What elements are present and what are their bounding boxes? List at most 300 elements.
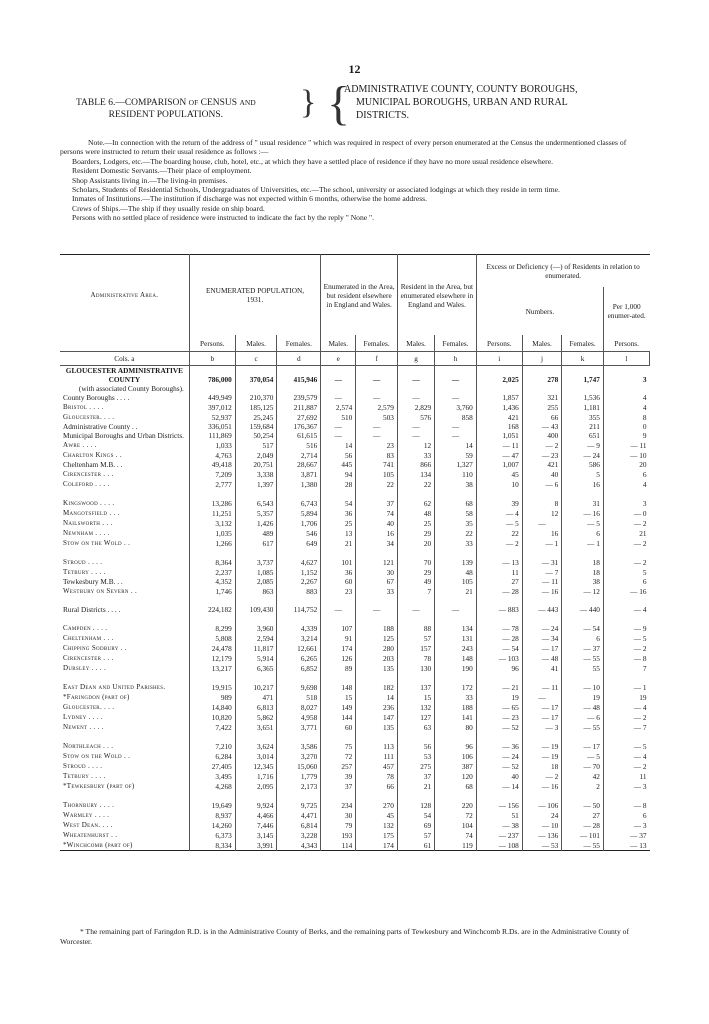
- cell-value: 1,436: [476, 402, 522, 412]
- area-name: [60, 712, 189, 722]
- cell-value: 220: [435, 800, 477, 810]
- cell-value: — 10: [562, 682, 604, 692]
- cell-value: — 9: [633, 623, 647, 633]
- cell-value: 2,173: [277, 781, 321, 791]
- cell-value: 40: [522, 469, 561, 479]
- cell-value: — 9: [562, 440, 604, 450]
- note-line: Resident Domestic Servants.—Their place of employment.: [72, 166, 252, 176]
- cell-value: 5,862: [235, 712, 277, 722]
- cell-value: 137: [397, 682, 434, 692]
- area-label: Northleach . . .: [63, 742, 114, 750]
- row-gap: [60, 732, 650, 741]
- table-title: [76, 97, 256, 121]
- area-name: [60, 653, 189, 663]
- cell-value: 91: [321, 633, 356, 643]
- cell-value: 741: [356, 460, 398, 469]
- cell-value: 6,743: [277, 498, 321, 508]
- cell-value: 8,937: [189, 810, 235, 820]
- cell-value: — 55: [562, 653, 604, 663]
- cell-value: 72: [321, 751, 356, 761]
- table-row: [60, 682, 650, 692]
- cell-value: 16: [562, 479, 604, 489]
- cell-value: 75: [321, 741, 356, 751]
- cell-value: 1,397: [235, 479, 277, 489]
- cell-value: 120: [435, 771, 477, 781]
- cell-value: 132: [356, 820, 398, 830]
- footnote: * The remaining part of Faringdon R.D. is in the Administrative County of Berks, and the remaining parts of Tewkesbury and Winchcomb R.Ds. are in the Administrative County of Worcester.: [60, 927, 629, 946]
- cell-value: 14: [356, 692, 398, 702]
- hdr-females: Females.: [435, 335, 477, 352]
- subtitle-line: DISTRICTS.: [356, 110, 410, 121]
- table-body: [60, 352, 650, 851]
- cell-value: 1,152: [277, 567, 321, 577]
- cell-value: 23: [321, 586, 356, 596]
- cell-value: 78: [356, 771, 398, 781]
- cell-value: 210,370: [235, 393, 277, 402]
- area-name: [60, 450, 189, 460]
- cell-value: 39: [321, 771, 356, 781]
- cell-value: 50,254: [235, 431, 277, 440]
- cell-value: 489: [235, 528, 277, 538]
- area-name: [60, 412, 189, 422]
- cell-value: 110: [435, 469, 477, 479]
- table-row: [60, 722, 650, 732]
- cell-value: —: [356, 431, 398, 440]
- cell-value: 6: [642, 810, 647, 820]
- cell-value: 48: [435, 567, 477, 577]
- cell-value: 400: [522, 431, 561, 440]
- cell-value: 141: [435, 712, 477, 722]
- cell-value: 25: [397, 518, 434, 528]
- cell-value: 786,000: [189, 366, 235, 394]
- cell-value: — 1: [562, 538, 604, 548]
- cell-value: 8,299: [189, 623, 235, 633]
- area-label: Cheltenham . . .: [63, 634, 114, 642]
- cell-value: — 52: [476, 761, 522, 771]
- cell-value: 111,869: [189, 431, 235, 440]
- cell-value: — 19: [522, 751, 561, 761]
- cell-value: 1,746: [189, 586, 235, 596]
- header-excess: Excess or Deficiency (—) of Residents in relation to enumerated.: [476, 255, 649, 288]
- cell-value: 12,661: [277, 643, 321, 653]
- cell-value: 415,946: [277, 366, 321, 394]
- cell-value: — 4: [633, 605, 647, 614]
- cell-value: 68: [435, 781, 477, 791]
- table-row: [60, 498, 650, 508]
- cell-value: — 13: [630, 840, 647, 850]
- cell-value: 2,095: [235, 781, 277, 791]
- cell-value: — 6: [562, 712, 604, 722]
- cell-value: 119: [435, 840, 477, 851]
- area-label: Stroud . . . .: [63, 762, 103, 770]
- cell-value: — 2: [633, 538, 647, 548]
- cell-value: 40: [356, 518, 398, 528]
- cell-value: 1,536: [562, 393, 604, 402]
- cell-value: 10: [476, 479, 522, 489]
- area-name: [60, 567, 189, 577]
- table-subtitle: [344, 83, 644, 122]
- cell-value: — 55: [562, 840, 604, 851]
- cell-value: — 3: [522, 722, 561, 732]
- table-row: [60, 422, 650, 431]
- cell-value: 989: [189, 692, 235, 702]
- cell-value: 89: [321, 663, 356, 673]
- cell-value: 4,466: [235, 810, 277, 820]
- area-label: Lydney . . . .: [63, 713, 103, 721]
- cell-value: 863: [235, 586, 277, 596]
- cell-value: 1,051: [476, 431, 522, 440]
- area-name: [60, 538, 189, 548]
- area-label: Stroud . . . .: [63, 558, 103, 566]
- table-row: [60, 653, 650, 663]
- cell-value: 576: [397, 412, 434, 422]
- cell-value: — 53: [522, 840, 561, 851]
- column-letter: l: [603, 352, 649, 366]
- area-name: [60, 643, 189, 653]
- cell-value: — 8: [633, 653, 647, 663]
- hdr-males: Males.: [522, 335, 561, 352]
- cell-value: — 28: [476, 586, 522, 596]
- cell-value: — 16: [562, 508, 604, 518]
- cell-value: — 5: [633, 741, 647, 751]
- header-enumerated: [189, 255, 320, 336]
- area-name: [60, 682, 189, 692]
- cell-value: 148: [435, 653, 477, 663]
- header-numbers: Numbers.: [476, 287, 603, 335]
- cell-value: — 883: [476, 605, 522, 614]
- area-name: [60, 771, 189, 781]
- table-row: [60, 460, 650, 469]
- cell-value: 193: [321, 830, 356, 840]
- cell-value: 6: [642, 577, 647, 586]
- cell-value: 8,364: [189, 557, 235, 567]
- cell-value: 6,284: [189, 751, 235, 761]
- cell-value: 21: [321, 538, 356, 548]
- cell-value: 1,035: [189, 528, 235, 538]
- cell-value: 4: [642, 393, 647, 402]
- cell-value: 18: [562, 557, 604, 567]
- area-label: Rural Districts . . . .: [63, 605, 121, 614]
- table-row: [60, 751, 650, 761]
- cell-value: 127: [397, 712, 434, 722]
- note-line: Boarders, Lodgers, etc.—The boarding house, club, hotel, etc., at which they have a settled place of residence if they have no more usual residence elsewhere.: [72, 156, 553, 166]
- area-name: [60, 479, 189, 489]
- cell-value: — 11: [630, 440, 647, 450]
- column-letter: d: [277, 352, 321, 366]
- cell-value: — 48: [562, 702, 604, 712]
- cell-value: 121: [356, 557, 398, 567]
- column-letter: j: [522, 352, 561, 366]
- hdr-persons: Persons.: [603, 335, 649, 352]
- hdr-males: Males.: [321, 335, 356, 352]
- area-label: Coleford . . . .: [63, 480, 110, 488]
- cell-value: 1,033: [189, 440, 235, 450]
- cell-value: — 17: [522, 712, 561, 722]
- cell-value: 21: [397, 781, 434, 791]
- column-letter: c: [235, 352, 277, 366]
- cell-value: — 28: [562, 820, 604, 830]
- cell-value: —: [397, 431, 434, 440]
- cell-value: — 13: [476, 557, 522, 567]
- hdr-males: Males.: [235, 335, 277, 352]
- cell-value: 280: [356, 643, 398, 653]
- cell-value: — 5: [562, 751, 604, 761]
- cell-value: — 237: [476, 830, 522, 840]
- brace-left: {: [327, 77, 351, 130]
- cell-value: 39: [476, 498, 522, 508]
- cell-value: — 12: [562, 586, 604, 596]
- cell-value: 14,260: [189, 820, 235, 830]
- cell-value: — 2: [522, 440, 561, 450]
- cell-value: 18: [562, 567, 604, 577]
- cell-value: — 2: [633, 518, 647, 528]
- area-label: Kingswood . . . .: [63, 499, 115, 507]
- row-gap: [60, 673, 650, 682]
- cell-value: — 11: [476, 440, 522, 450]
- cell-value: 1,181: [562, 402, 604, 412]
- cell-value: 51: [476, 810, 522, 820]
- cell-value: 53: [397, 751, 434, 761]
- cell-value: — 37: [562, 643, 604, 653]
- cell-value: — 14: [476, 781, 522, 791]
- cell-value: 23: [356, 440, 398, 450]
- note-intro: Note.—In connection with the return of the address of " usual residence " which was required in respect of every person enumerated at the Census the undermentioned classes of persons were instructed to return their usual residence as follows :—: [60, 138, 627, 157]
- cell-value: 6,265: [277, 653, 321, 663]
- cell-value: 858: [435, 412, 477, 422]
- table-row: [60, 605, 650, 614]
- cell-value: 5: [642, 567, 647, 577]
- cell-value: — 2: [633, 557, 647, 567]
- cell-value: 88: [397, 623, 434, 633]
- cell-value: — 136: [522, 830, 561, 840]
- cell-value: 3,737: [235, 557, 277, 567]
- cell-value: — 23: [476, 712, 522, 722]
- area-name: [60, 692, 189, 702]
- cell-value: 14: [435, 440, 477, 450]
- cell-value: 1,747: [562, 366, 604, 394]
- cell-value: 13,217: [189, 663, 235, 673]
- cell-value: 24,478: [189, 643, 235, 653]
- cell-value: 49,418: [189, 460, 235, 469]
- cell-value: 6,814: [277, 820, 321, 830]
- cell-value: 101: [321, 557, 356, 567]
- table-row: [60, 692, 650, 702]
- cell-value: 31: [562, 498, 604, 508]
- cell-value: 3,132: [189, 518, 235, 528]
- cell-value: 35: [435, 518, 477, 528]
- area-label: Stow on the Wold . .: [63, 752, 131, 760]
- cell-value: — 7: [633, 722, 647, 732]
- cell-value: 3,651: [235, 722, 277, 732]
- cell-value: — 54: [562, 623, 604, 633]
- area-label: *Faringdon (part of): [63, 693, 130, 701]
- row-gap: [60, 489, 650, 498]
- cell-value: —: [435, 366, 477, 394]
- cell-value: 6,852: [277, 663, 321, 673]
- table-row: [60, 586, 650, 596]
- cell-value: —: [321, 431, 356, 440]
- table-row: [60, 393, 650, 402]
- cell-value: 144: [321, 712, 356, 722]
- cell-value: 172: [435, 682, 477, 692]
- cell-value: 10,820: [189, 712, 235, 722]
- cell-value: —: [435, 422, 477, 431]
- cell-value: —: [397, 393, 434, 402]
- cell-value: 37: [321, 781, 356, 791]
- cell-value: 517: [235, 440, 277, 450]
- cell-value: — 2: [476, 538, 522, 548]
- area-name: [60, 623, 189, 633]
- cell-value: —: [321, 366, 356, 394]
- cell-value: 6: [642, 469, 647, 479]
- table-row: [60, 800, 650, 810]
- column-letter: Cols. a: [60, 352, 189, 366]
- cell-value: 421: [476, 412, 522, 422]
- column-letter: k: [562, 352, 604, 366]
- cell-value: 255: [522, 402, 561, 412]
- row-gap: [60, 548, 650, 557]
- cell-value: 182: [356, 682, 398, 692]
- cell-value: 7,209: [189, 469, 235, 479]
- area-label: East Dean and United Parishes.: [63, 683, 166, 691]
- cell-value: 57: [397, 633, 434, 643]
- cell-value: 157: [397, 643, 434, 653]
- cell-value: 49: [397, 577, 434, 586]
- cell-value: 28,667: [277, 460, 321, 469]
- cell-value: 3,338: [235, 469, 277, 479]
- hdr-females: Females.: [277, 335, 321, 352]
- cell-value: 1,426: [235, 518, 277, 528]
- cell-value: 106: [435, 751, 477, 761]
- cell-value: 19,915: [189, 682, 235, 692]
- table-row: [60, 623, 650, 633]
- table-row: [60, 538, 650, 548]
- cell-value: —: [397, 422, 434, 431]
- cell-value: 147: [356, 712, 398, 722]
- cell-value: 74: [435, 830, 477, 840]
- cell-value: 4,343: [277, 840, 321, 851]
- cell-value: 7,446: [235, 820, 277, 830]
- area-name: [60, 528, 189, 538]
- cell-value: — 24: [476, 751, 522, 761]
- cell-value: 57: [397, 830, 434, 840]
- cell-value: 3,991: [235, 840, 277, 851]
- page-number: 12: [348, 62, 361, 76]
- cell-value: 52,937: [189, 412, 235, 422]
- cell-value: 78: [397, 653, 434, 663]
- cell-value: 67: [356, 577, 398, 586]
- cell-value: 15: [397, 692, 434, 702]
- note-line: Scholars, Students of Residential Schools, Undergraduates of Universities, etc.—The school, university or associated lodgings at which they reside in term time.: [72, 185, 560, 195]
- cell-value: 397,012: [189, 402, 235, 412]
- cell-value: 45: [356, 810, 398, 820]
- area-label: Gloucester. . . .: [63, 413, 115, 421]
- cell-value: 9,924: [235, 800, 277, 810]
- table-row: [60, 702, 650, 712]
- cell-value: 4,352: [189, 577, 235, 586]
- cell-value: 109,430: [235, 605, 277, 614]
- cell-value: 9: [642, 431, 647, 440]
- cell-value: — 101: [562, 830, 604, 840]
- cell-value: 2,579: [356, 402, 398, 412]
- cell-value: — 24: [562, 450, 604, 460]
- cell-value: — 78: [476, 623, 522, 633]
- cell-value: 132: [397, 702, 434, 712]
- area-name: [60, 633, 189, 643]
- cell-value: 27,405: [189, 761, 235, 771]
- table-row: [60, 830, 650, 840]
- cell-value: 188: [356, 623, 398, 633]
- cell-value: 128: [397, 800, 434, 810]
- table-row: [60, 402, 650, 412]
- header-per1000: Per 1,000 enumer-ated.: [603, 287, 649, 335]
- cell-value: — 47: [476, 450, 522, 460]
- cell-value: — 4: [633, 751, 647, 761]
- cell-value: 168: [476, 422, 522, 431]
- cell-value: 185,125: [235, 402, 277, 412]
- cell-value: 70: [397, 557, 434, 567]
- table-row: [60, 479, 650, 489]
- cell-value: 11,251: [189, 508, 235, 518]
- cell-value: 257: [321, 761, 356, 771]
- cell-value: — 54: [476, 643, 522, 653]
- cell-value: — 17: [562, 741, 604, 751]
- hdr-females: Females.: [562, 335, 604, 352]
- cell-value: 14: [321, 440, 356, 450]
- area-name: [60, 431, 189, 440]
- column-letter: g: [397, 352, 434, 366]
- cell-value: 2,267: [277, 577, 321, 586]
- area-name: [60, 422, 189, 431]
- cell-value: — 156: [476, 800, 522, 810]
- cell-value: — 443: [522, 605, 561, 614]
- cell-value: 33: [356, 586, 398, 596]
- header-enum-res: Enumerated in the Area, but resident elsewhere in England and Wales.: [321, 255, 398, 336]
- cell-value: 3,771: [277, 722, 321, 732]
- cell-value: 586: [562, 460, 604, 469]
- cell-value: 11: [639, 771, 647, 781]
- cell-value: 421: [522, 460, 561, 469]
- area-label: Tetbury . . . .: [63, 568, 106, 576]
- cell-value: — 28: [476, 633, 522, 643]
- cell-value: — 16: [630, 586, 647, 596]
- cell-value: 16: [356, 528, 398, 538]
- cell-value: — 5: [562, 518, 604, 528]
- cell-value: 66: [522, 412, 561, 422]
- cell-value: 1,857: [476, 393, 522, 402]
- cell-value: 111: [356, 751, 398, 761]
- cell-value: 449,949: [189, 393, 235, 402]
- area-name: [60, 605, 189, 614]
- hdr-persons: Persons.: [189, 335, 235, 352]
- cell-value: 239,579: [277, 393, 321, 402]
- cell-value: — 19: [522, 741, 561, 751]
- cell-value: 55: [562, 663, 604, 673]
- area-label: County Boroughs . . . .: [63, 393, 130, 402]
- cell-value: 4,268: [189, 781, 235, 791]
- cell-value: 60: [321, 722, 356, 732]
- cell-value: 34: [356, 538, 398, 548]
- cell-value: 236: [356, 702, 398, 712]
- cell-value: — 4: [633, 702, 647, 712]
- area-label: Tetbury . . . .: [63, 772, 106, 780]
- cell-value: 20,751: [235, 460, 277, 469]
- cell-value: 13: [321, 528, 356, 538]
- cell-value: — 2: [522, 771, 561, 781]
- cell-value: 22: [476, 528, 522, 538]
- hdr-persons: Persons.: [476, 335, 522, 352]
- cell-value: 29: [397, 528, 434, 538]
